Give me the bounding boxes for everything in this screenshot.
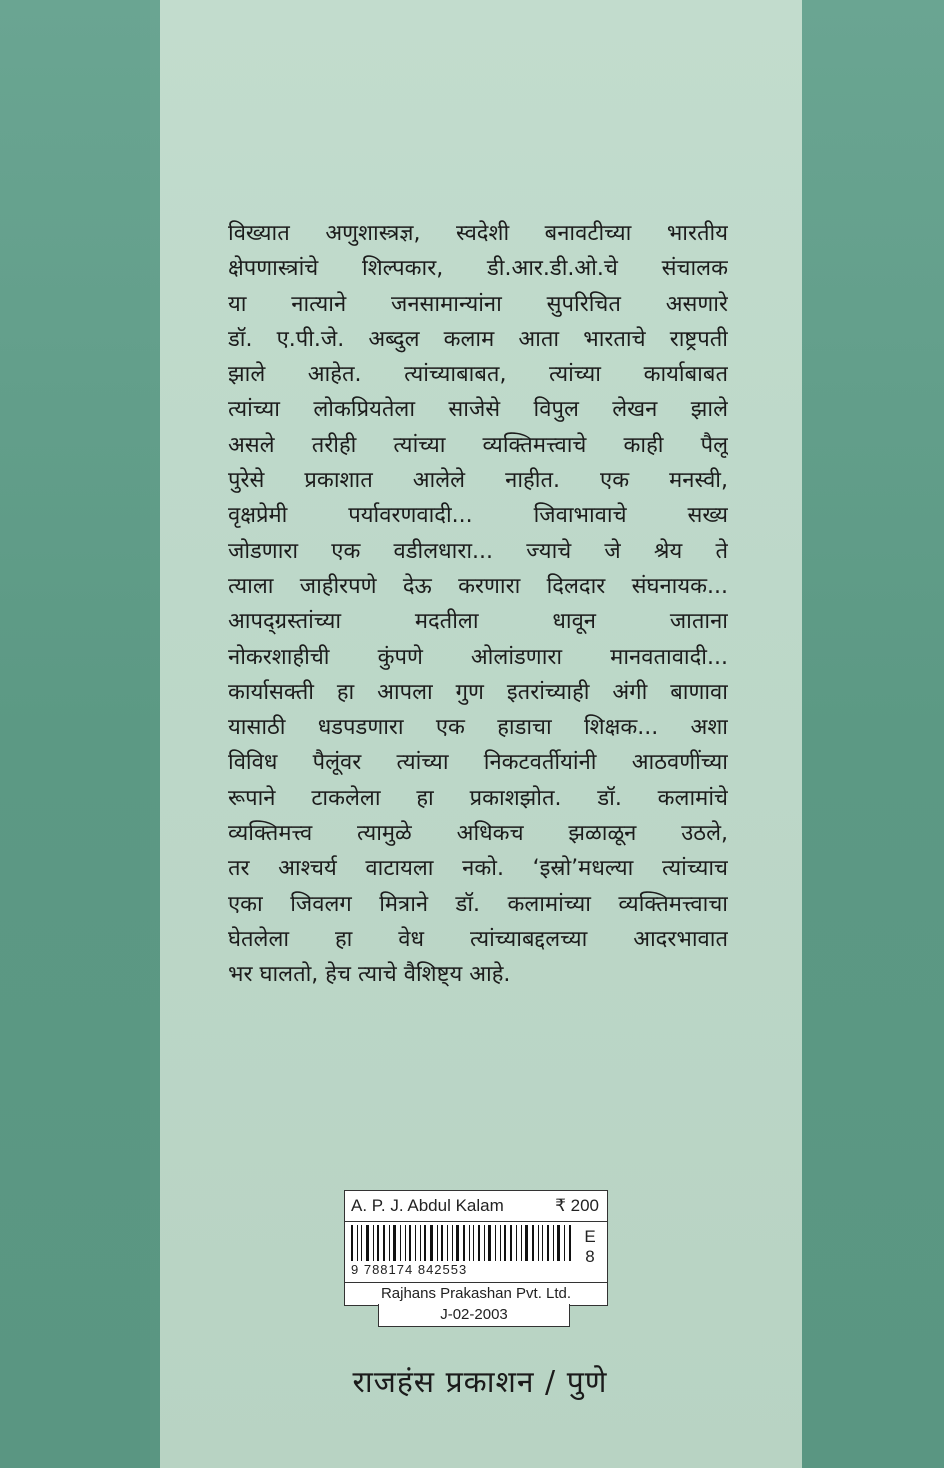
blurb-line: रूपाने टाकलेला हा प्रकाशझोत. डॉ. कलामांचे bbox=[228, 785, 728, 811]
barcode-title-row bbox=[345, 1191, 607, 1221]
blurb-line: या नात्याने जनसामान्यांना सुपरिचित असणारे bbox=[228, 291, 728, 317]
cover-right-band bbox=[802, 0, 944, 1468]
barcode-divider bbox=[345, 1221, 607, 1222]
barcode-date-code: J-02-2003 bbox=[378, 1304, 570, 1327]
barcode-code-line: E bbox=[584, 1227, 596, 1246]
back-cover-blurb bbox=[228, 216, 728, 993]
barcode-label bbox=[344, 1190, 608, 1306]
blurb-line: जोडणारा एक वडीलधारा... ज्याचे जे श्रेय ते bbox=[228, 538, 728, 564]
blurb-line: त्याला जाहीरपणे देऊ करणारा दिलदार संघनायक... bbox=[228, 573, 728, 599]
publisher-imprint: राजहंस प्रकाशन / पुणे bbox=[352, 1365, 608, 1400]
barcode-book-title: A. P. J. Abdul Kalam bbox=[351, 1196, 504, 1215]
barcode-side-code bbox=[579, 1227, 601, 1267]
cover-left-band bbox=[0, 0, 160, 1468]
blurb-line: डॉ. ए.पी.जे. अब्दुल कलाम आता भारताचे राष्ट्रपती bbox=[228, 326, 728, 352]
blurb-line: क्षेपणास्त्रांचे शिल्पकार, डी.आर.डी.ओ.चे संचालक bbox=[228, 256, 728, 282]
barcode-publisher: Rajhans Prakashan Pvt. Ltd. bbox=[380, 1285, 572, 1302]
blurb-line: विख्यात अणुशास्त्रज्ञ, स्वदेशी बनावटीच्या भारतीय bbox=[228, 221, 728, 246]
blurb-line: भर घालतो, हेच त्याचे वैशिष्ट्य आहे. bbox=[228, 962, 511, 988]
barcode-price: ₹ 200 bbox=[555, 1196, 599, 1215]
blurb-line: त्यांच्या लोकप्रियतेला साजेसे विपुल लेखन झाले bbox=[228, 397, 728, 423]
blurb-line: व्यक्तिमत्त्व त्यामुळे अधिकच झळाळून उठले, bbox=[228, 821, 728, 847]
barcode-code-line: 8 bbox=[585, 1247, 595, 1266]
blurb-line: वृक्षप्रेमी पर्यावरणवादी... जिवाभावाचे सख्य bbox=[228, 503, 728, 529]
blurb-line: असले तरीही त्यांच्या व्यक्तिमत्त्वाचे काही पैलू bbox=[228, 432, 728, 458]
blurb-line: विविध पैलूंवर त्यांच्या निकटवर्तीयांनी आठवणींच्या bbox=[228, 750, 728, 776]
blurb-line: झाले आहेत. त्यांच्याबाबत, त्यांच्या कार्याबाबत bbox=[228, 362, 728, 388]
blurb-line: एका जिवलग मित्राने डॉ. कलामांच्या व्यक्तिमत्त्वाचा bbox=[228, 891, 728, 917]
blurb-line: तर आश्चर्य वाटायला नको. ‘इस्रो’मधल्या त्यांच्याच bbox=[228, 856, 728, 882]
blurb-line: पुरेसे प्रकाशात आलेले नाहीत. एक मनस्वी, bbox=[228, 468, 728, 494]
blurb-line: आपद्ग्रस्तांच्या मदतीला धावून जाताना bbox=[228, 609, 728, 635]
blurb-line: कार्यासक्ती हा आपला गुण इतरांच्याही अंगी बाणावा bbox=[228, 679, 728, 705]
blurb-line: यासाठी धडपडणारा एक हाडाचा शिक्षक... अशा bbox=[228, 715, 728, 741]
blurb-line: घेतलेला हा वेध त्यांच्याबद्दलच्या आदरभावात bbox=[228, 926, 728, 952]
blurb-line: नोकरशाहीची कुंपणे ओलांडणारा मानवतावादी... bbox=[228, 644, 728, 670]
barcode-isbn-digits: 9 788174 842553 bbox=[351, 1261, 571, 1279]
